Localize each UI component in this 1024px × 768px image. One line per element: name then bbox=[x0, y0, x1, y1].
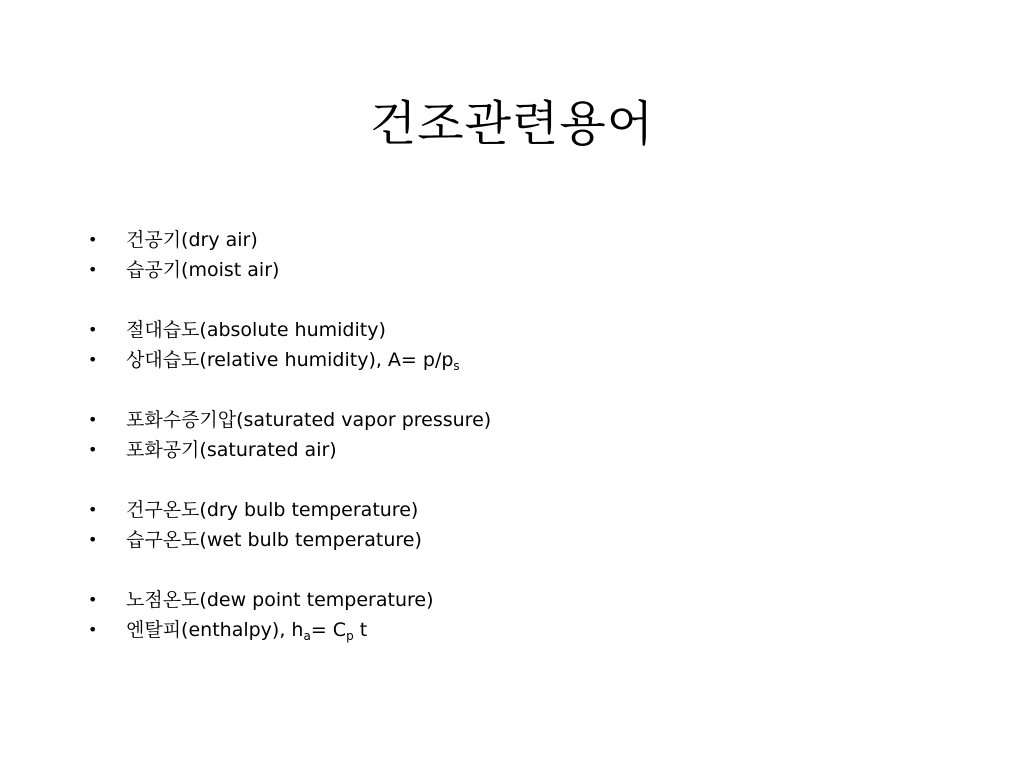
bullet-text bbox=[126, 315, 386, 345]
bullet-label: 습공기(moist air) bbox=[126, 259, 280, 281]
bullet-label: 포화공기(saturated air) bbox=[126, 439, 337, 461]
bullet-text bbox=[126, 525, 422, 555]
bullet-icon: • bbox=[88, 320, 98, 339]
bullet-icon: • bbox=[88, 440, 98, 459]
bullet-label: 건구온도(dry bulb temperature) bbox=[126, 499, 419, 521]
subscript: p bbox=[346, 629, 354, 643]
bullet-label: 포화수증기압(saturated vapor pressure) bbox=[126, 409, 492, 431]
bullet-icon: • bbox=[88, 590, 98, 609]
bullet-icon: • bbox=[88, 410, 98, 429]
bullet-text bbox=[126, 225, 258, 255]
bullet-text bbox=[126, 255, 279, 285]
bullet-label: 상대습도(relative humidity), A= p/p bbox=[126, 349, 454, 371]
bullet-icon: • bbox=[88, 500, 98, 519]
bullet-label: 건공기(dry air) bbox=[126, 229, 258, 251]
bullet-text bbox=[126, 495, 418, 525]
bullet-text bbox=[126, 585, 434, 615]
bullet-text bbox=[126, 435, 337, 465]
bullet-icon: • bbox=[88, 350, 98, 369]
subscript: a bbox=[303, 629, 311, 643]
bullet-icon: • bbox=[88, 260, 98, 279]
bullet-label: 절대습도(absolute humidity) bbox=[126, 319, 386, 341]
bullet-label: 습구온도(wet bulb temperature) bbox=[126, 529, 422, 551]
bullet-icon: • bbox=[88, 230, 98, 249]
bullet-label: 노점온도(dew point temperature) bbox=[126, 589, 434, 611]
bullet-text bbox=[126, 345, 460, 375]
bullet-icon: • bbox=[88, 620, 98, 639]
bullet-label: 엔탈피(enthalpy), h bbox=[126, 619, 304, 641]
bullet-text bbox=[126, 405, 491, 435]
subscript: s bbox=[453, 359, 460, 373]
bullet-text bbox=[126, 615, 367, 645]
slide-title: 건조관련용어 bbox=[369, 96, 655, 152]
bullet-icon: • bbox=[88, 530, 98, 549]
bullet-label: t bbox=[353, 619, 368, 641]
bullet-label: = C bbox=[310, 619, 347, 641]
